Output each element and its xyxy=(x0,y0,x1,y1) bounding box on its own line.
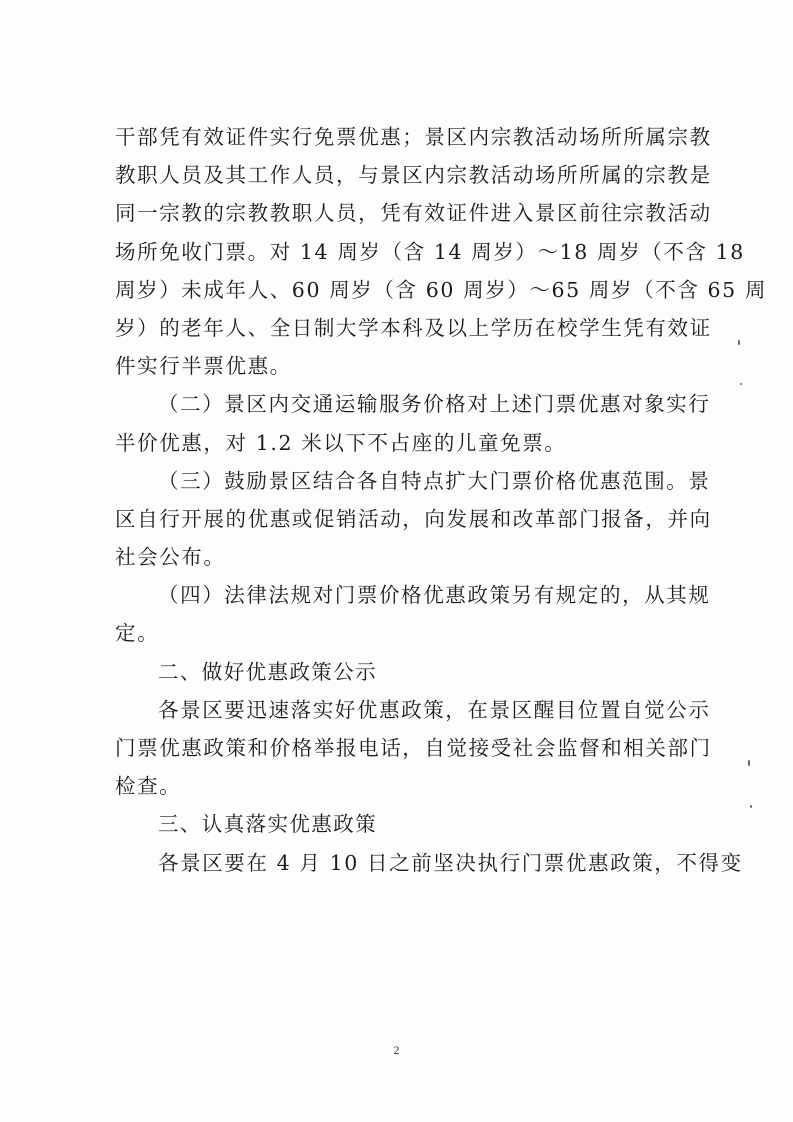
body-text-line: 同一宗教的宗教教职人员，凭有效证件进入景区前往宗教活动 xyxy=(115,201,712,226)
document-body xyxy=(115,118,768,882)
section-heading-2: 二、做好优惠政策公示 xyxy=(158,659,377,684)
body-text-line: 场所免收门票。对 14 周岁（含 14 周岁）～18 周岁（不含 18 xyxy=(115,239,745,264)
body-text-line: 教职人员及其工作人员，与景区内宗教活动场所所属的宗教是 xyxy=(115,163,712,188)
paragraph-2-first-line: （二）景区内交通运输服务价格对上述门票优惠对象实行 xyxy=(158,392,711,417)
body-text-line: 岁）的老年人、全日制大学本科及以上学历在校学生凭有效证 xyxy=(115,315,712,340)
paragraph-4-first-line: （四）法律法规对门票价格优惠政策另有规定的，从其规 xyxy=(158,583,711,608)
body-text-line: 干部凭有效证件实行免票优惠；景区内宗教活动场所所属宗教 xyxy=(115,125,712,149)
scan-speck xyxy=(738,340,740,345)
body-text-line: 检查。 xyxy=(115,774,182,799)
paragraph-3-first-line: （三）鼓励景区结合各自特点扩大门票价格优惠范围。景 xyxy=(158,468,711,493)
section-3-first-line: 各景区要在 4 月 10 日之前坚决执行门票优惠政策，不得变 xyxy=(158,850,743,875)
body-text-line: 周岁）未成年人、60 周岁（含 60 周岁）～65 周岁（不含 65 周 xyxy=(115,277,768,302)
scan-speck xyxy=(740,383,742,385)
body-text-line: 门票优惠政策和价格举报电话，自觉接受社会监督和相关部门 xyxy=(115,736,712,760)
body-text-line: 件实行半票优惠。 xyxy=(115,354,292,379)
section-heading-3: 三、认真落实优惠政策 xyxy=(158,812,377,837)
body-text-line: 社会公布。 xyxy=(115,545,226,570)
body-text-line: 定。 xyxy=(115,621,160,646)
body-text-line: 区自行开展的优惠或促销活动，向发展和改革部门报备，并向 xyxy=(115,506,712,531)
scan-speck xyxy=(750,805,752,808)
body-text-line: 半价优惠，对 1.2 米以下不占座的儿童免票。 xyxy=(115,430,567,455)
scan-speck xyxy=(748,760,750,766)
section-2-first-line: 各景区要迅速落实好优惠政策，在景区醒目位置自觉公示 xyxy=(158,697,711,722)
page-number: 2 xyxy=(393,1043,400,1057)
